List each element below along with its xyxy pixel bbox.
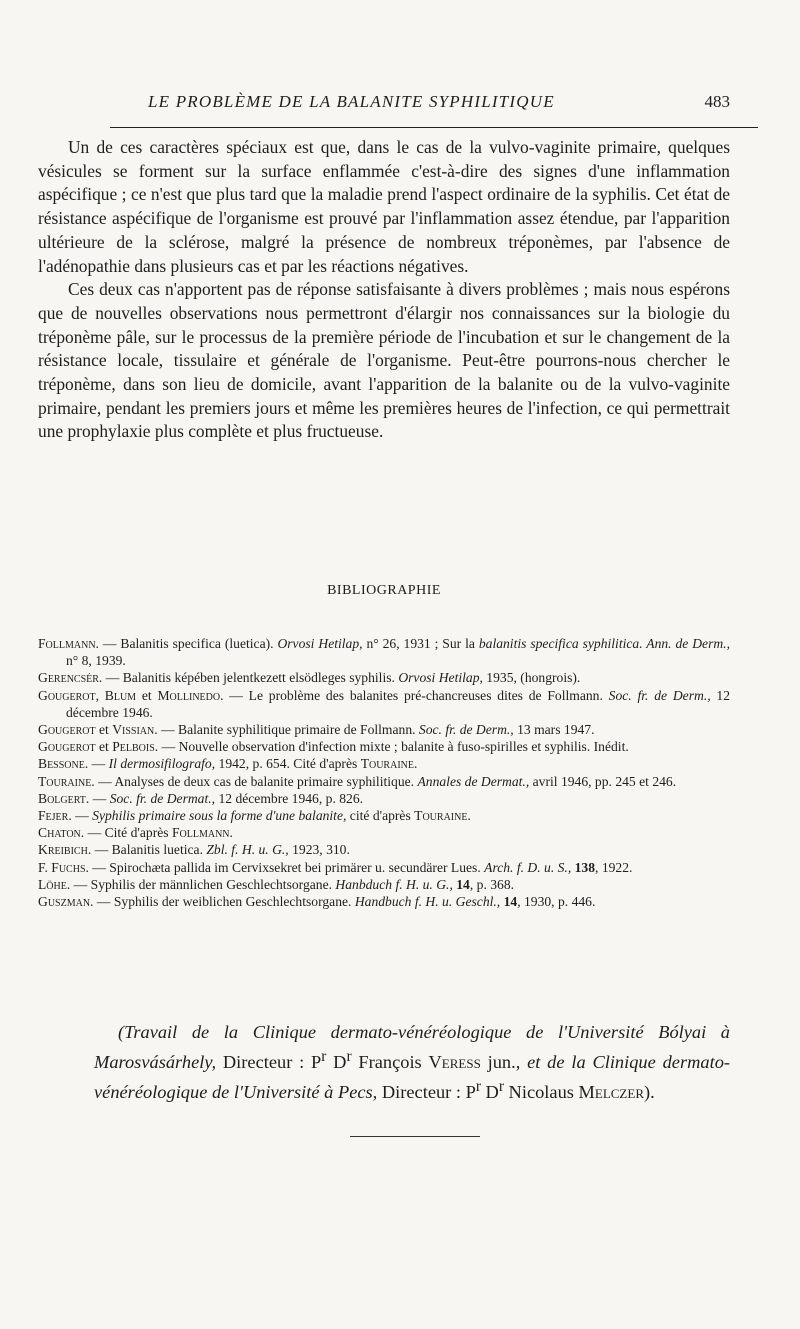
ref-author: Gougerot [38, 739, 96, 755]
ref-text: et [136, 687, 158, 703]
ref-author: Follmann. [171, 825, 233, 841]
ref-author: Gerencsér. [38, 670, 103, 686]
reference-item [38, 635, 730, 669]
title-superscript: r [321, 1047, 327, 1065]
ref-journal: Soc. fr. de Derm., [418, 722, 514, 738]
body-text [38, 136, 730, 444]
reference-item [38, 738, 730, 755]
ref-author: F. Fuchs. [38, 859, 89, 875]
ref-author: Gougerot, Blum [38, 687, 137, 703]
reference-item [38, 876, 730, 893]
ref-author: Mollinedo. [157, 687, 224, 703]
ref-volume: 14 [500, 894, 518, 910]
affiliation-text: D [326, 1051, 347, 1072]
ref-journal: Il dermosifilografo, [108, 756, 216, 772]
ref-text: 1935, (hongrois). [482, 670, 581, 686]
bibliography-list [38, 635, 730, 910]
ref-journal: Annales de Dermat., [417, 773, 530, 789]
ref-author: Follmann. [38, 636, 99, 651]
ref-author: Gougerot [38, 722, 96, 738]
affiliation-text: (Travail de la Clinique dermato-vénéréologique de l'Université Bólyai à Marosvásárhely, [94, 1022, 730, 1072]
ref-journal: Zbl. f. H. u. G., [206, 842, 289, 858]
ref-volume: 14 [452, 876, 470, 892]
title-superscript: r [498, 1077, 504, 1095]
ref-text: et [95, 739, 113, 755]
affiliation-paragraph [94, 1020, 730, 1105]
ref-author: Chaton. [38, 825, 85, 841]
reference-item [38, 824, 730, 841]
ref-text: — Spirochæta pallida im Cervixsekret bei primärer u. secundärer Lues. [88, 859, 485, 875]
affiliation-text: jun., [480, 1051, 521, 1072]
ref-text: cité d'après [346, 808, 415, 824]
paragraph-2: Ces deux cas n'apportent pas de réponse satisfaisante à divers problèmes ; mais nous espérons que de nouvelles observations nous permettront d'élargir nos connaissances sur la biologie du tréponème pâle, sur le processus de la première période de l'incubation et sur le changement de la résistance locale, tissulaire et générale de l'organisme. Peut-être pourrons-nous chercher le tréponème, dans son lieu de domicile, avant l'apparition de la balanite ou de la vulvo-vaginite primaire, pendant les premiers jours et même les premières heures de l'infection, ce qui permettrait une prophylaxie plus complète et plus fructueuse. [38, 279, 730, 442]
ref-journal: Arch. f. D. u. S., [484, 859, 572, 875]
ref-journal: balanitis specifica syphilitica. Ann. de Derm., [478, 636, 730, 651]
ref-author: Vissian. [112, 722, 158, 738]
bibliography-title: BIBLIOGRAPHIE [327, 583, 441, 598]
reference-item [38, 807, 730, 824]
ref-journal: Syphilis primaire sous la forme d'une balanite, [92, 808, 347, 824]
ref-text: n° 8, 1939. [66, 653, 126, 669]
reference-item [38, 669, 730, 686]
ref-text: , 1922. [595, 859, 633, 875]
affiliation-note [94, 1020, 730, 1105]
reference-item [38, 755, 730, 772]
end-rule [350, 1136, 480, 1137]
ref-author: Fejer. [38, 808, 72, 824]
reference-item [38, 893, 730, 910]
title-superscript: r [346, 1047, 352, 1065]
ref-text: — Nouvelle observation d'infection mixte ; balanite à fuso-spirilles et syphilis. Inédit. [158, 739, 629, 755]
affiliation-text: ). [644, 1081, 655, 1102]
ref-journal: Orvosi Hetilap, [277, 636, 363, 651]
ref-text: — Syphilis der männlichen Geschlechtsorgane. [70, 876, 336, 892]
ref-text: — [88, 756, 109, 772]
ref-journal: Soc. fr. de Derm., [608, 687, 711, 703]
ref-text: — [71, 808, 93, 824]
affiliation-text: et de la Clinique dermato-vénéréologique de l'Université à Pecs, [94, 1051, 731, 1102]
ref-journal: Handbuch f. H. u. Geschl., [354, 894, 501, 910]
ref-author: Bolgert. [38, 790, 90, 806]
affiliation-text: François [351, 1051, 429, 1072]
ref-author: Kreibich. [38, 842, 92, 858]
ref-text: 1923, 310. [288, 842, 350, 858]
ref-text: — Balanitis képében jelentkezett elsödleges syphilis. [102, 670, 399, 686]
ref-text: 12 décembre 1946. [66, 687, 731, 720]
ref-text: 13 mars 1947. [513, 722, 595, 738]
ref-text: 12 décembre 1946, p. 826. [215, 790, 364, 806]
running-header [148, 92, 730, 112]
ref-text: 1942, p. 654. Cité d'après [215, 756, 361, 772]
ref-author: Bessone. [38, 756, 89, 772]
ref-author: Touraine. [360, 756, 418, 772]
ref-text: — Cité d'après [84, 825, 172, 841]
ref-text: — Balanite syphilitique primaire de Follmann. [157, 722, 419, 738]
ref-text: — Analyses de deux cas de balanite primaire syphilitique. [94, 773, 418, 789]
ref-text: — [89, 790, 110, 806]
affiliation-text: D [480, 1081, 499, 1102]
reference-item [38, 687, 730, 721]
ref-journal: Soc. fr. de Dermat., [109, 790, 216, 806]
ref-author: Guszman. [38, 894, 94, 910]
affiliation-text: Nicolaus [503, 1081, 579, 1102]
page-number: 483 [704, 92, 730, 111]
ref-volume: 138 [571, 859, 596, 875]
ref-text: — Le problème des balanites pré-chancreuses dites de Follmann. [223, 687, 609, 703]
ref-text: , 1930, p. 446. [517, 894, 596, 910]
ref-author: Pelbois. [112, 739, 159, 755]
director-name: Melczer [578, 1081, 644, 1102]
ref-text: n° 26, 1931 ; Sur la [362, 636, 479, 651]
affiliation-text: Directeur : P [216, 1051, 322, 1072]
ref-journal: Hanbduch f. H. u. G., [335, 876, 453, 892]
ref-author: Touraine. [414, 808, 471, 824]
header-rule [110, 127, 758, 128]
ref-text: , p. 368. [469, 876, 515, 892]
reference-item [38, 773, 730, 790]
director-name: Veress [428, 1051, 481, 1072]
reference-item [38, 859, 730, 876]
title-superscript: r [475, 1077, 481, 1095]
ref-text: avril 1946, pp. 245 et 246. [529, 773, 677, 789]
ref-author: Löhe. [38, 876, 71, 892]
ref-text: — Balanitis luetica. [91, 842, 207, 858]
reference-item [38, 841, 730, 858]
affiliation-text: Directeur : P [377, 1081, 476, 1102]
paragraph-1: Un de ces caractères spéciaux est que, dans le cas de la vulvo-vaginite primaire, quelques vésicules se forment sur la surface enflammée c'est-à-dire des signes d'une inflammation aspécifique ; ce n'est que plus tard que la maladie prend l'aspect ordinaire de la syphilis. Cet état de résistance aspécifique de l'organisme est prouvé par l'inflammation assez étendue, par l'apparition ultérieure de la sclérose, malgré la présence de nombreux tréponèmes, par l'absence de l'adénopathie dans plusieurs cas et par les réactions négatives. [38, 137, 730, 276]
ref-journal: Orvosi Hetilap, [398, 670, 483, 686]
reference-item [38, 790, 730, 807]
ref-text: — Syphilis der weiblichen Geschlechtsorgane. [93, 894, 355, 910]
ref-text: — Balanitis specifica (luetica). [98, 636, 278, 651]
ref-text: et [95, 722, 113, 738]
reference-item [38, 721, 730, 738]
running-title: LE PROBLÈME DE LA BALANITE SYPHILITIQUE [148, 92, 555, 111]
ref-author: Touraine. [38, 773, 95, 789]
